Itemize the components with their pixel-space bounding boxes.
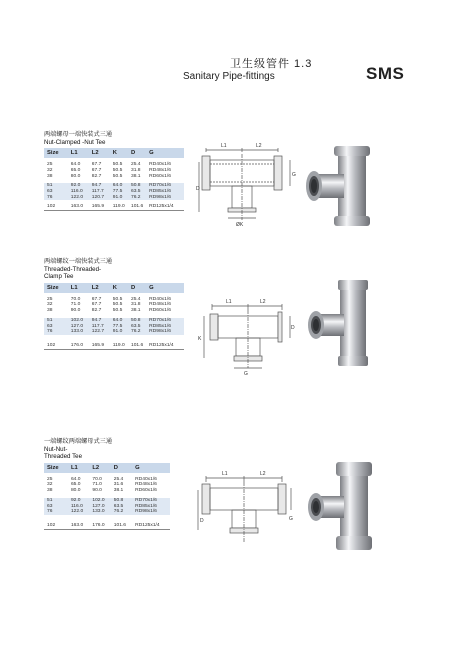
- table-cell: 71.0: [70, 302, 81, 308]
- table-cell: 70.0: [92, 476, 102, 482]
- table-cell: RD48x1/6: [149, 167, 171, 173]
- column-header: G: [146, 283, 184, 293]
- table-cell: 51: [44, 498, 68, 504]
- table-cell: RD40x1/6: [135, 476, 157, 482]
- table-cell: 67.7: [91, 302, 102, 308]
- table-cell: 63: [44, 324, 68, 330]
- column-header: D: [111, 463, 132, 473]
- table-cell: 117.7: [89, 324, 110, 330]
- page-title-cn: 卫生级管件 1.3: [230, 58, 313, 70]
- table-cell: 165.9: [89, 204, 110, 210]
- column-header: L1: [68, 148, 89, 158]
- table-cell: 102.0: [68, 318, 89, 324]
- technical-drawing-threaded-clamp-tee: [198, 296, 296, 376]
- table-cell: 25: [47, 296, 53, 302]
- table-cell: 76: [44, 509, 68, 515]
- page-title-en: Sanitary Pipe-fittings: [183, 71, 275, 82]
- table-cell: 25: [47, 476, 53, 482]
- drawing-label: D: [196, 186, 200, 192]
- table-cell: 50.5: [112, 308, 123, 314]
- table-cell: 70.0: [70, 296, 81, 302]
- drawing-label: D: [200, 518, 204, 524]
- table-cell: 25.4: [130, 296, 141, 302]
- table-cell: 127.0: [89, 504, 110, 510]
- table-cell: 80.0: [70, 488, 81, 494]
- table-cell: 76.2: [128, 195, 146, 201]
- table-cell: 92.0: [68, 498, 89, 504]
- table-cell: 71.0: [92, 482, 102, 488]
- table-cell: 65.0: [70, 482, 81, 488]
- table-cell: 38.1: [130, 173, 141, 179]
- table-cell: 101.6: [111, 523, 132, 529]
- table-cell: 63: [44, 189, 68, 195]
- table-cell: RD70x1/6: [146, 318, 184, 324]
- table-row: [44, 343, 184, 349]
- table-cell: 122.0: [68, 509, 89, 515]
- dimension-table: [44, 463, 170, 530]
- table-cell: 90.0: [92, 488, 102, 494]
- table-cell: 77.5: [110, 189, 128, 195]
- table-cell: 91.0: [110, 195, 128, 201]
- table-cell: 25: [47, 162, 53, 168]
- table-cell: 91.0: [110, 329, 128, 335]
- section-title-cn: 两端螺纹一端快装式三通: [44, 258, 113, 265]
- table-cell: 63.5: [128, 189, 146, 195]
- drawing-label: G: [289, 516, 293, 522]
- column-header: L2: [89, 283, 110, 293]
- table-cell: 32: [47, 167, 53, 173]
- drawing-label: ØK: [236, 222, 244, 228]
- table-cell: RD40x1/6: [149, 162, 171, 168]
- table-cell: 64.0: [110, 318, 128, 324]
- table-cell: 38.1: [113, 488, 124, 494]
- table-cell: 63: [44, 504, 68, 510]
- drawing-label: L1: [221, 143, 227, 149]
- table-cell: 67.7: [91, 162, 102, 168]
- table-cell: 64.0: [110, 183, 128, 189]
- table-cell: 122.0: [68, 195, 89, 201]
- table-cell: RD98x1/6: [146, 195, 184, 201]
- drawing-label: L1: [222, 471, 228, 477]
- table-cell: 38: [47, 173, 53, 179]
- table-cell: 63.5: [111, 504, 132, 510]
- section-title-cn: 两端螺母一端快装式三通: [44, 131, 113, 138]
- table-cell: 64.0: [70, 476, 81, 482]
- table-cell: 76: [44, 195, 68, 201]
- table-cell: 133.0: [89, 509, 110, 515]
- table-cell: 38: [47, 308, 53, 314]
- table-cell: 67.7: [91, 296, 102, 302]
- table-cell: 102: [44, 523, 68, 529]
- dimension-table: [44, 148, 184, 211]
- table-cell: 120.7: [89, 195, 110, 201]
- drawing-label: G: [244, 371, 248, 376]
- table-cell: RD48x1/6: [135, 482, 157, 488]
- table-cell: 76.2: [128, 329, 146, 335]
- table-cell: 31.8: [130, 302, 141, 308]
- product-photo-tee-3: [302, 456, 392, 556]
- section-title-en: Nut-Clamped -Nut Tee: [44, 138, 106, 146]
- column-header: D: [128, 148, 146, 158]
- table-cell: 102.0: [89, 498, 110, 504]
- table-cell: 25.4: [130, 162, 141, 168]
- column-header: D: [128, 283, 146, 293]
- technical-drawing-nut-clamped-nut-tee: [196, 140, 298, 232]
- table-cell: RD60x1/6: [135, 488, 157, 494]
- product-photo-tee-2: [302, 276, 392, 372]
- table-cell: 38: [47, 488, 53, 494]
- column-header: K: [110, 148, 128, 158]
- table-cell: 119.0: [110, 343, 128, 349]
- table-cell: 117.7: [89, 189, 110, 195]
- table-cell: 94.7: [89, 318, 110, 324]
- drawing-label: L2: [260, 471, 266, 477]
- column-header: K: [110, 283, 128, 293]
- section-nut-clamped-nut-tee: [44, 131, 184, 211]
- section-title: [44, 438, 184, 461]
- column-header: L1: [68, 283, 89, 293]
- table-cell: 32: [47, 302, 53, 308]
- table-cell: RD70x1/6: [132, 498, 170, 504]
- table-cell: 101.6: [128, 204, 146, 210]
- section-title: [44, 131, 184, 146]
- table-cell: RD60x1/6: [149, 173, 171, 179]
- table-cell: 80.0: [70, 173, 81, 179]
- section-title-en: Clamp Tee: [44, 273, 74, 281]
- section-nut-nut-threaded-tee: [44, 438, 184, 530]
- table-cell: RD85x1/6: [146, 189, 184, 195]
- table-cell: 50.5: [112, 167, 123, 173]
- table-cell: 163.0: [68, 523, 89, 529]
- table-cell: 102: [44, 343, 68, 349]
- table-cell: RD85x1/6: [132, 504, 170, 510]
- table-cell: 25.4: [113, 476, 124, 482]
- table-cell: 32: [47, 482, 53, 488]
- table-cell: 50.5: [112, 302, 123, 308]
- table-cell: 119.0: [110, 204, 128, 210]
- drawing-label: L2: [256, 143, 262, 149]
- table-cell: 31.6: [113, 482, 124, 488]
- table-cell: 76: [44, 329, 68, 335]
- column-header: Size: [44, 463, 68, 473]
- column-header: L1: [68, 463, 89, 473]
- table-cell: 92.0: [68, 183, 89, 189]
- table-cell: 82.7: [91, 173, 102, 179]
- table-cell: 50.5: [112, 162, 123, 168]
- technical-drawing-nut-nut-threaded-tee: [196, 468, 296, 548]
- table-cell: 50.5: [112, 296, 123, 302]
- table-cell: 76.2: [111, 509, 132, 515]
- table-cell: 163.0: [68, 204, 89, 210]
- table-cell: 127.0: [68, 324, 89, 330]
- section-title-cn: 一端螺纹两端螺母式三通: [44, 438, 113, 445]
- table-cell: RD125x1/4: [146, 343, 184, 349]
- table-cell: 38.1: [130, 308, 141, 314]
- table-row: [44, 523, 170, 529]
- table-cell: 50.8: [111, 498, 132, 504]
- section-title-en: Threaded Tee: [44, 453, 83, 461]
- column-header: L2: [89, 463, 110, 473]
- table-cell: RD85x1/6: [146, 324, 184, 330]
- drawing-label: L2: [260, 299, 266, 305]
- table-cell: RD125x1/4: [146, 204, 184, 210]
- table-cell: 102: [44, 204, 68, 210]
- section-title-en: Nut-Nut-: [44, 445, 68, 453]
- table-cell: 176.0: [89, 523, 110, 529]
- table-header-row: [44, 148, 184, 158]
- table-cell: RD70x1/6: [146, 183, 184, 189]
- table-cell: 116.0: [68, 504, 89, 510]
- table-cell: 90.0: [70, 308, 81, 314]
- table-cell: 50.8: [128, 318, 146, 324]
- table-cell: 101.6: [128, 343, 146, 349]
- dimension-table: [44, 283, 184, 350]
- table-cell: 65.0: [70, 167, 81, 173]
- column-header: L2: [89, 148, 110, 158]
- table-cell: 67.7: [91, 167, 102, 173]
- table-cell: 50.8: [128, 183, 146, 189]
- table-cell: 77.5: [110, 324, 128, 330]
- drawing-label: K: [198, 336, 202, 342]
- section-title: [44, 258, 184, 281]
- table-header-row: [44, 283, 184, 293]
- table-cell: RD60x1/6: [149, 308, 171, 314]
- column-header: G: [132, 463, 170, 473]
- table-cell: RD125x1/4: [132, 523, 170, 529]
- table-cell: RD98x1/6: [132, 509, 170, 515]
- drawing-label: G: [292, 172, 296, 178]
- section-title-en: Threaded-Threaded-: [44, 265, 102, 273]
- column-header: Size: [44, 148, 68, 158]
- table-cell: 165.9: [89, 343, 110, 349]
- table-cell: 116.0: [68, 189, 89, 195]
- table-cell: RD98x1/6: [146, 329, 184, 335]
- table-cell: 82.7: [91, 308, 102, 314]
- table-cell: 122.7: [89, 329, 110, 335]
- table-cell: 31.8: [130, 167, 141, 173]
- product-photo-tee-1: [300, 140, 392, 232]
- column-header: Size: [44, 283, 68, 293]
- table-cell: 63.5: [128, 324, 146, 330]
- table-header-row: [44, 463, 170, 473]
- brand-logo: SMS: [366, 64, 405, 83]
- table-cell: 94.7: [89, 183, 110, 189]
- table-cell: 51: [44, 183, 68, 189]
- section-threaded-threaded-clamp-tee: [44, 258, 184, 350]
- table-cell: 50.5: [112, 173, 123, 179]
- table-row: [44, 204, 184, 210]
- table-cell: 133.0: [68, 329, 89, 335]
- drawing-label: D: [291, 325, 295, 331]
- table-cell: RD40x1/6: [149, 296, 171, 302]
- table-cell: RD48x1/6: [149, 302, 171, 308]
- table-cell: 64.0: [70, 162, 81, 168]
- table-cell: 176.0: [68, 343, 89, 349]
- table-cell: 51: [44, 318, 68, 324]
- column-header: G: [146, 148, 184, 158]
- drawing-label: L1: [226, 299, 232, 305]
